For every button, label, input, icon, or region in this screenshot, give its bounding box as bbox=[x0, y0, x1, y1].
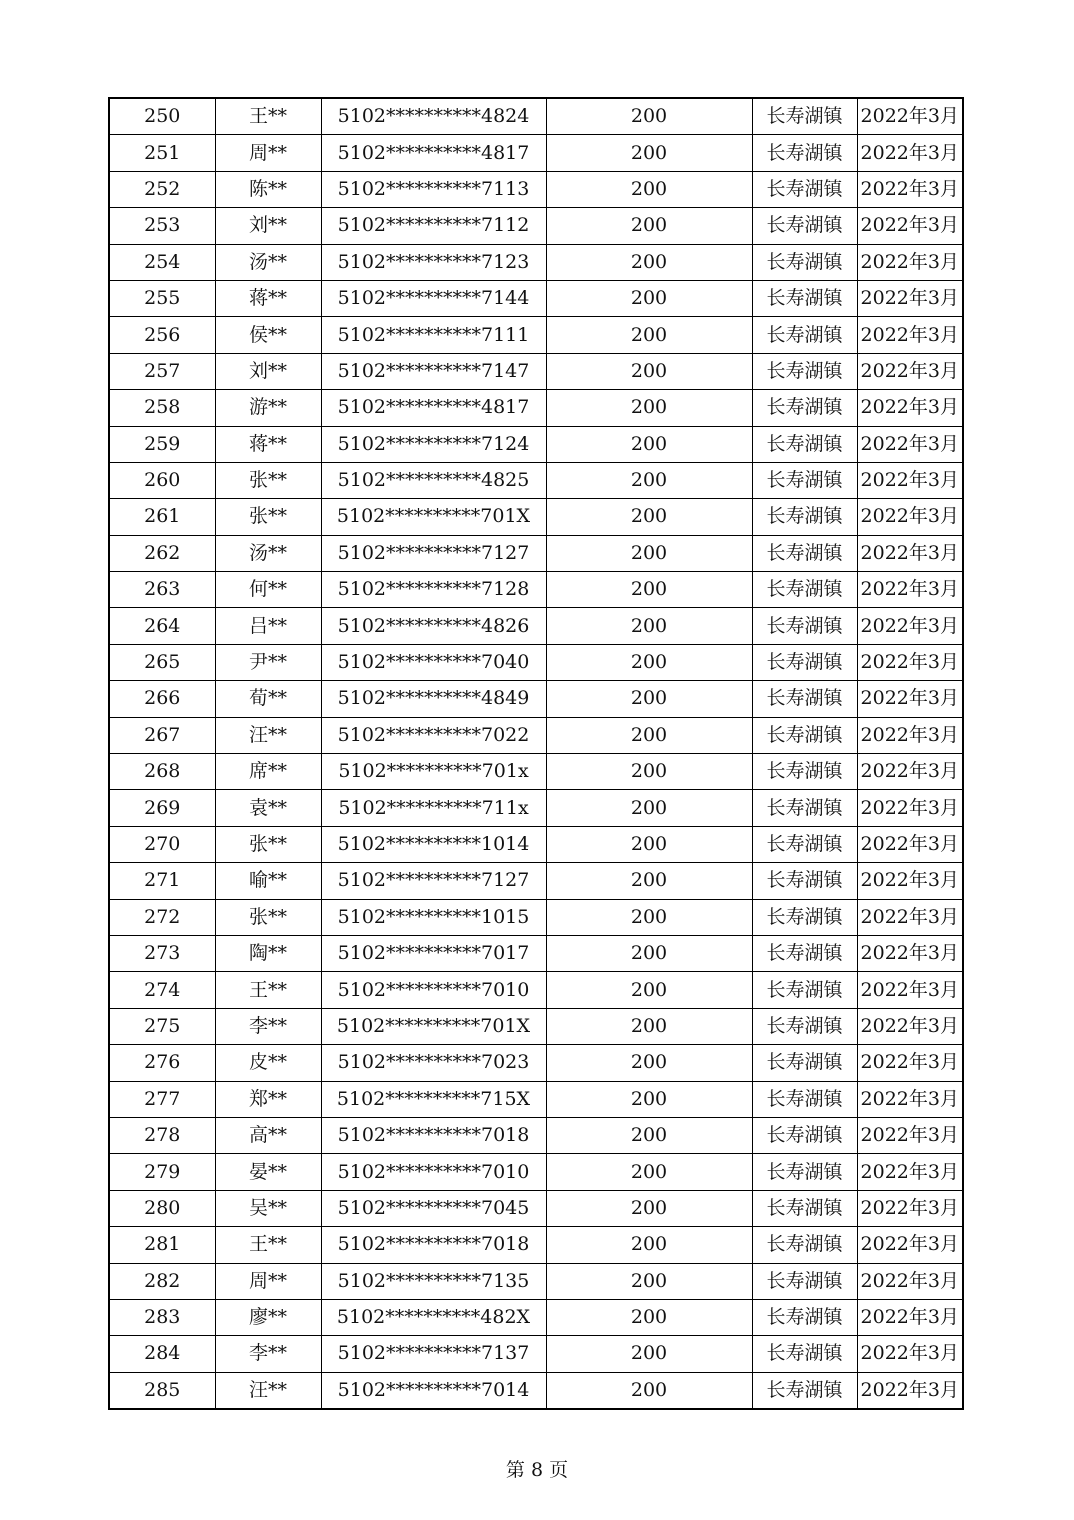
amount-cell: 200 bbox=[546, 135, 752, 171]
row-number-cell: 259 bbox=[109, 426, 215, 462]
name-cell: 侯** bbox=[215, 317, 321, 353]
id-number-cell: 5102**********1014 bbox=[321, 826, 546, 862]
table-row bbox=[109, 390, 963, 426]
town-cell: 长寿湖镇 bbox=[752, 826, 857, 862]
month-cell: 2022年3月 bbox=[857, 1081, 963, 1117]
name-cell: 席** bbox=[215, 754, 321, 790]
row-number-cell: 269 bbox=[109, 790, 215, 826]
row-number-cell: 254 bbox=[109, 244, 215, 280]
row-number-cell: 258 bbox=[109, 390, 215, 426]
table-row bbox=[109, 1008, 963, 1044]
id-number-cell: 5102**********4826 bbox=[321, 608, 546, 644]
name-cell: 廖** bbox=[215, 1299, 321, 1335]
row-number-cell: 276 bbox=[109, 1045, 215, 1081]
row-number-cell: 260 bbox=[109, 462, 215, 498]
table-row bbox=[109, 754, 963, 790]
month-cell: 2022年3月 bbox=[857, 1372, 963, 1409]
amount-cell: 200 bbox=[546, 1299, 752, 1335]
table-row bbox=[109, 899, 963, 935]
id-number-cell: 5102**********7010 bbox=[321, 972, 546, 1008]
name-cell: 陶** bbox=[215, 935, 321, 971]
town-cell: 长寿湖镇 bbox=[752, 1154, 857, 1190]
id-number-cell: 5102**********4825 bbox=[321, 462, 546, 498]
amount-cell: 200 bbox=[546, 1372, 752, 1409]
id-number-cell: 5102**********701X bbox=[321, 499, 546, 535]
amount-cell: 200 bbox=[546, 171, 752, 207]
name-cell: 张** bbox=[215, 462, 321, 498]
month-cell: 2022年3月 bbox=[857, 1117, 963, 1153]
name-cell: 吕** bbox=[215, 608, 321, 644]
month-cell: 2022年3月 bbox=[857, 426, 963, 462]
id-number-cell: 5102**********701x bbox=[321, 754, 546, 790]
month-cell: 2022年3月 bbox=[857, 608, 963, 644]
amount-cell: 200 bbox=[546, 353, 752, 389]
town-cell: 长寿湖镇 bbox=[752, 280, 857, 316]
row-number-cell: 285 bbox=[109, 1372, 215, 1409]
month-cell: 2022年3月 bbox=[857, 790, 963, 826]
month-cell: 2022年3月 bbox=[857, 317, 963, 353]
month-cell: 2022年3月 bbox=[857, 1299, 963, 1335]
table-row bbox=[109, 535, 963, 571]
id-number-cell: 5102**********7040 bbox=[321, 644, 546, 680]
amount-cell: 200 bbox=[546, 863, 752, 899]
month-cell: 2022年3月 bbox=[857, 208, 963, 244]
town-cell: 长寿湖镇 bbox=[752, 899, 857, 935]
town-cell: 长寿湖镇 bbox=[752, 935, 857, 971]
month-cell: 2022年3月 bbox=[857, 499, 963, 535]
table-row bbox=[109, 681, 963, 717]
name-cell: 王** bbox=[215, 98, 321, 135]
town-cell: 长寿湖镇 bbox=[752, 608, 857, 644]
month-cell: 2022年3月 bbox=[857, 572, 963, 608]
name-cell: 晏** bbox=[215, 1154, 321, 1190]
amount-cell: 200 bbox=[546, 317, 752, 353]
row-number-cell: 273 bbox=[109, 935, 215, 971]
row-number-cell: 253 bbox=[109, 208, 215, 244]
name-cell: 高** bbox=[215, 1117, 321, 1153]
name-cell: 郑** bbox=[215, 1081, 321, 1117]
name-cell: 汤** bbox=[215, 535, 321, 571]
table-row bbox=[109, 426, 963, 462]
amount-cell: 200 bbox=[546, 1190, 752, 1226]
name-cell: 吴** bbox=[215, 1190, 321, 1226]
name-cell: 张** bbox=[215, 826, 321, 862]
row-number-cell: 263 bbox=[109, 572, 215, 608]
amount-cell: 200 bbox=[546, 790, 752, 826]
table-row bbox=[109, 790, 963, 826]
amount-cell: 200 bbox=[546, 390, 752, 426]
row-number-cell: 268 bbox=[109, 754, 215, 790]
id-number-cell: 5102**********4817 bbox=[321, 390, 546, 426]
name-cell: 何** bbox=[215, 572, 321, 608]
table-row bbox=[109, 608, 963, 644]
town-cell: 长寿湖镇 bbox=[752, 462, 857, 498]
id-number-cell: 5102**********7127 bbox=[321, 535, 546, 571]
name-cell: 荀** bbox=[215, 681, 321, 717]
row-number-cell: 275 bbox=[109, 1008, 215, 1044]
amount-cell: 200 bbox=[546, 1154, 752, 1190]
amount-cell: 200 bbox=[546, 754, 752, 790]
name-cell: 袁** bbox=[215, 790, 321, 826]
month-cell: 2022年3月 bbox=[857, 353, 963, 389]
month-cell: 2022年3月 bbox=[857, 280, 963, 316]
table-row bbox=[109, 280, 963, 316]
name-cell: 张** bbox=[215, 499, 321, 535]
id-number-cell: 5102**********7023 bbox=[321, 1045, 546, 1081]
month-cell: 2022年3月 bbox=[857, 1336, 963, 1372]
town-cell: 长寿湖镇 bbox=[752, 972, 857, 1008]
town-cell: 长寿湖镇 bbox=[752, 1081, 857, 1117]
table-row bbox=[109, 1299, 963, 1335]
table-row bbox=[109, 1372, 963, 1409]
month-cell: 2022年3月 bbox=[857, 1045, 963, 1081]
name-cell: 喻** bbox=[215, 863, 321, 899]
row-number-cell: 266 bbox=[109, 681, 215, 717]
table-row bbox=[109, 1336, 963, 1372]
name-cell: 张** bbox=[215, 899, 321, 935]
town-cell: 长寿湖镇 bbox=[752, 790, 857, 826]
town-cell: 长寿湖镇 bbox=[752, 1299, 857, 1335]
town-cell: 长寿湖镇 bbox=[752, 208, 857, 244]
name-cell: 王** bbox=[215, 972, 321, 1008]
id-number-cell: 5102**********7128 bbox=[321, 572, 546, 608]
id-number-cell: 5102**********7112 bbox=[321, 208, 546, 244]
amount-cell: 200 bbox=[546, 1117, 752, 1153]
town-cell: 长寿湖镇 bbox=[752, 135, 857, 171]
town-cell: 长寿湖镇 bbox=[752, 1372, 857, 1409]
name-cell: 周** bbox=[215, 135, 321, 171]
amount-cell: 200 bbox=[546, 681, 752, 717]
row-number-cell: 283 bbox=[109, 1299, 215, 1335]
id-number-cell: 5102**********7123 bbox=[321, 244, 546, 280]
name-cell: 蒋** bbox=[215, 280, 321, 316]
month-cell: 2022年3月 bbox=[857, 535, 963, 571]
row-number-cell: 277 bbox=[109, 1081, 215, 1117]
table-row bbox=[109, 1190, 963, 1226]
row-number-cell: 251 bbox=[109, 135, 215, 171]
town-cell: 长寿湖镇 bbox=[752, 572, 857, 608]
table-row bbox=[109, 244, 963, 280]
row-number-cell: 267 bbox=[109, 717, 215, 753]
table-row bbox=[109, 317, 963, 353]
id-number-cell: 5102**********7022 bbox=[321, 717, 546, 753]
id-number-cell: 5102**********7018 bbox=[321, 1117, 546, 1153]
id-number-cell: 5102**********4849 bbox=[321, 681, 546, 717]
id-number-cell: 5102**********4824 bbox=[321, 98, 546, 135]
id-number-cell: 5102**********1015 bbox=[321, 899, 546, 935]
month-cell: 2022年3月 bbox=[857, 1263, 963, 1299]
amount-cell: 200 bbox=[546, 899, 752, 935]
name-cell: 王** bbox=[215, 1227, 321, 1263]
row-number-cell: 274 bbox=[109, 972, 215, 1008]
table-row bbox=[109, 208, 963, 244]
table-row bbox=[109, 1227, 963, 1263]
name-cell: 尹** bbox=[215, 644, 321, 680]
row-number-cell: 282 bbox=[109, 1263, 215, 1299]
table-row bbox=[109, 717, 963, 753]
town-cell: 长寿湖镇 bbox=[752, 98, 857, 135]
town-cell: 长寿湖镇 bbox=[752, 1263, 857, 1299]
id-number-cell: 5102**********7144 bbox=[321, 280, 546, 316]
amount-cell: 200 bbox=[546, 717, 752, 753]
id-number-cell: 5102**********7045 bbox=[321, 1190, 546, 1226]
amount-cell: 200 bbox=[546, 1081, 752, 1117]
amount-cell: 200 bbox=[546, 535, 752, 571]
town-cell: 长寿湖镇 bbox=[752, 681, 857, 717]
row-number-cell: 252 bbox=[109, 171, 215, 207]
page-number: 第 8 页 bbox=[505, 1459, 569, 1481]
town-cell: 长寿湖镇 bbox=[752, 1045, 857, 1081]
town-cell: 长寿湖镇 bbox=[752, 1336, 857, 1372]
month-cell: 2022年3月 bbox=[857, 935, 963, 971]
row-number-cell: 265 bbox=[109, 644, 215, 680]
table-row bbox=[109, 935, 963, 971]
table-row bbox=[109, 98, 963, 135]
town-cell: 长寿湖镇 bbox=[752, 535, 857, 571]
row-number-cell: 280 bbox=[109, 1190, 215, 1226]
row-number-cell: 255 bbox=[109, 280, 215, 316]
row-number-cell: 270 bbox=[109, 826, 215, 862]
table-row bbox=[109, 644, 963, 680]
amount-cell: 200 bbox=[546, 1227, 752, 1263]
month-cell: 2022年3月 bbox=[857, 98, 963, 135]
month-cell: 2022年3月 bbox=[857, 135, 963, 171]
amount-cell: 200 bbox=[546, 644, 752, 680]
row-number-cell: 257 bbox=[109, 353, 215, 389]
name-cell: 汤** bbox=[215, 244, 321, 280]
name-cell: 李** bbox=[215, 1336, 321, 1372]
name-cell: 刘** bbox=[215, 353, 321, 389]
table-body bbox=[109, 98, 963, 1409]
table-row bbox=[109, 863, 963, 899]
month-cell: 2022年3月 bbox=[857, 1227, 963, 1263]
month-cell: 2022年3月 bbox=[857, 1154, 963, 1190]
month-cell: 2022年3月 bbox=[857, 644, 963, 680]
amount-cell: 200 bbox=[546, 1336, 752, 1372]
month-cell: 2022年3月 bbox=[857, 681, 963, 717]
month-cell: 2022年3月 bbox=[857, 899, 963, 935]
row-number-cell: 264 bbox=[109, 608, 215, 644]
row-number-cell: 272 bbox=[109, 899, 215, 935]
id-number-cell: 5102**********701X bbox=[321, 1008, 546, 1044]
town-cell: 长寿湖镇 bbox=[752, 317, 857, 353]
amount-cell: 200 bbox=[546, 98, 752, 135]
amount-cell: 200 bbox=[546, 972, 752, 1008]
month-cell: 2022年3月 bbox=[857, 1190, 963, 1226]
month-cell: 2022年3月 bbox=[857, 717, 963, 753]
town-cell: 长寿湖镇 bbox=[752, 754, 857, 790]
month-cell: 2022年3月 bbox=[857, 826, 963, 862]
id-number-cell: 5102**********7014 bbox=[321, 1372, 546, 1409]
id-number-cell: 5102**********7124 bbox=[321, 426, 546, 462]
town-cell: 长寿湖镇 bbox=[752, 717, 857, 753]
id-number-cell: 5102**********7111 bbox=[321, 317, 546, 353]
name-cell: 汪** bbox=[215, 1372, 321, 1409]
name-cell: 汪** bbox=[215, 717, 321, 753]
town-cell: 长寿湖镇 bbox=[752, 353, 857, 389]
id-number-cell: 5102**********4817 bbox=[321, 135, 546, 171]
row-number-cell: 279 bbox=[109, 1154, 215, 1190]
amount-cell: 200 bbox=[546, 935, 752, 971]
town-cell: 长寿湖镇 bbox=[752, 244, 857, 280]
town-cell: 长寿湖镇 bbox=[752, 1190, 857, 1226]
id-number-cell: 5102**********7135 bbox=[321, 1263, 546, 1299]
row-number-cell: 281 bbox=[109, 1227, 215, 1263]
name-cell: 游** bbox=[215, 390, 321, 426]
name-cell: 周** bbox=[215, 1263, 321, 1299]
id-number-cell: 5102**********7010 bbox=[321, 1154, 546, 1190]
amount-cell: 200 bbox=[546, 208, 752, 244]
table-row bbox=[109, 1154, 963, 1190]
amount-cell: 200 bbox=[546, 572, 752, 608]
id-number-cell: 5102**********7018 bbox=[321, 1227, 546, 1263]
row-number-cell: 278 bbox=[109, 1117, 215, 1153]
row-number-cell: 284 bbox=[109, 1336, 215, 1372]
town-cell: 长寿湖镇 bbox=[752, 1117, 857, 1153]
row-number-cell: 271 bbox=[109, 863, 215, 899]
town-cell: 长寿湖镇 bbox=[752, 644, 857, 680]
town-cell: 长寿湖镇 bbox=[752, 499, 857, 535]
table-row bbox=[109, 499, 963, 535]
id-number-cell: 5102**********715X bbox=[321, 1081, 546, 1117]
id-number-cell: 5102**********7147 bbox=[321, 353, 546, 389]
row-number-cell: 256 bbox=[109, 317, 215, 353]
table-row bbox=[109, 135, 963, 171]
row-number-cell: 261 bbox=[109, 499, 215, 535]
amount-cell: 200 bbox=[546, 1263, 752, 1299]
amount-cell: 200 bbox=[546, 608, 752, 644]
month-cell: 2022年3月 bbox=[857, 754, 963, 790]
name-cell: 陈** bbox=[215, 171, 321, 207]
amount-cell: 200 bbox=[546, 826, 752, 862]
table-row bbox=[109, 972, 963, 1008]
amount-cell: 200 bbox=[546, 499, 752, 535]
month-cell: 2022年3月 bbox=[857, 863, 963, 899]
amount-cell: 200 bbox=[546, 462, 752, 498]
month-cell: 2022年3月 bbox=[857, 1008, 963, 1044]
table-row bbox=[109, 462, 963, 498]
town-cell: 长寿湖镇 bbox=[752, 171, 857, 207]
town-cell: 长寿湖镇 bbox=[752, 1227, 857, 1263]
town-cell: 长寿湖镇 bbox=[752, 1008, 857, 1044]
name-cell: 刘** bbox=[215, 208, 321, 244]
month-cell: 2022年3月 bbox=[857, 244, 963, 280]
table-row bbox=[109, 826, 963, 862]
town-cell: 长寿湖镇 bbox=[752, 390, 857, 426]
id-number-cell: 5102**********7137 bbox=[321, 1336, 546, 1372]
month-cell: 2022年3月 bbox=[857, 972, 963, 1008]
month-cell: 2022年3月 bbox=[857, 171, 963, 207]
table-row bbox=[109, 1081, 963, 1117]
name-cell: 皮** bbox=[215, 1045, 321, 1081]
amount-cell: 200 bbox=[546, 244, 752, 280]
table-row bbox=[109, 1117, 963, 1153]
id-number-cell: 5102**********482X bbox=[321, 1299, 546, 1335]
row-number-cell: 262 bbox=[109, 535, 215, 571]
id-number-cell: 5102**********711x bbox=[321, 790, 546, 826]
name-cell: 李** bbox=[215, 1008, 321, 1044]
id-number-cell: 5102**********7127 bbox=[321, 863, 546, 899]
table-row bbox=[109, 1045, 963, 1081]
table-row bbox=[109, 171, 963, 207]
table-row bbox=[109, 1263, 963, 1299]
table-row bbox=[109, 572, 963, 608]
town-cell: 长寿湖镇 bbox=[752, 426, 857, 462]
amount-cell: 200 bbox=[546, 426, 752, 462]
subsidy-table bbox=[108, 97, 964, 1410]
id-number-cell: 5102**********7113 bbox=[321, 171, 546, 207]
id-number-cell: 5102**********7017 bbox=[321, 935, 546, 971]
name-cell: 蒋** bbox=[215, 426, 321, 462]
amount-cell: 200 bbox=[546, 1008, 752, 1044]
table-row bbox=[109, 353, 963, 389]
month-cell: 2022年3月 bbox=[857, 390, 963, 426]
amount-cell: 200 bbox=[546, 1045, 752, 1081]
month-cell: 2022年3月 bbox=[857, 462, 963, 498]
town-cell: 长寿湖镇 bbox=[752, 863, 857, 899]
row-number-cell: 250 bbox=[109, 98, 215, 135]
amount-cell: 200 bbox=[546, 280, 752, 316]
